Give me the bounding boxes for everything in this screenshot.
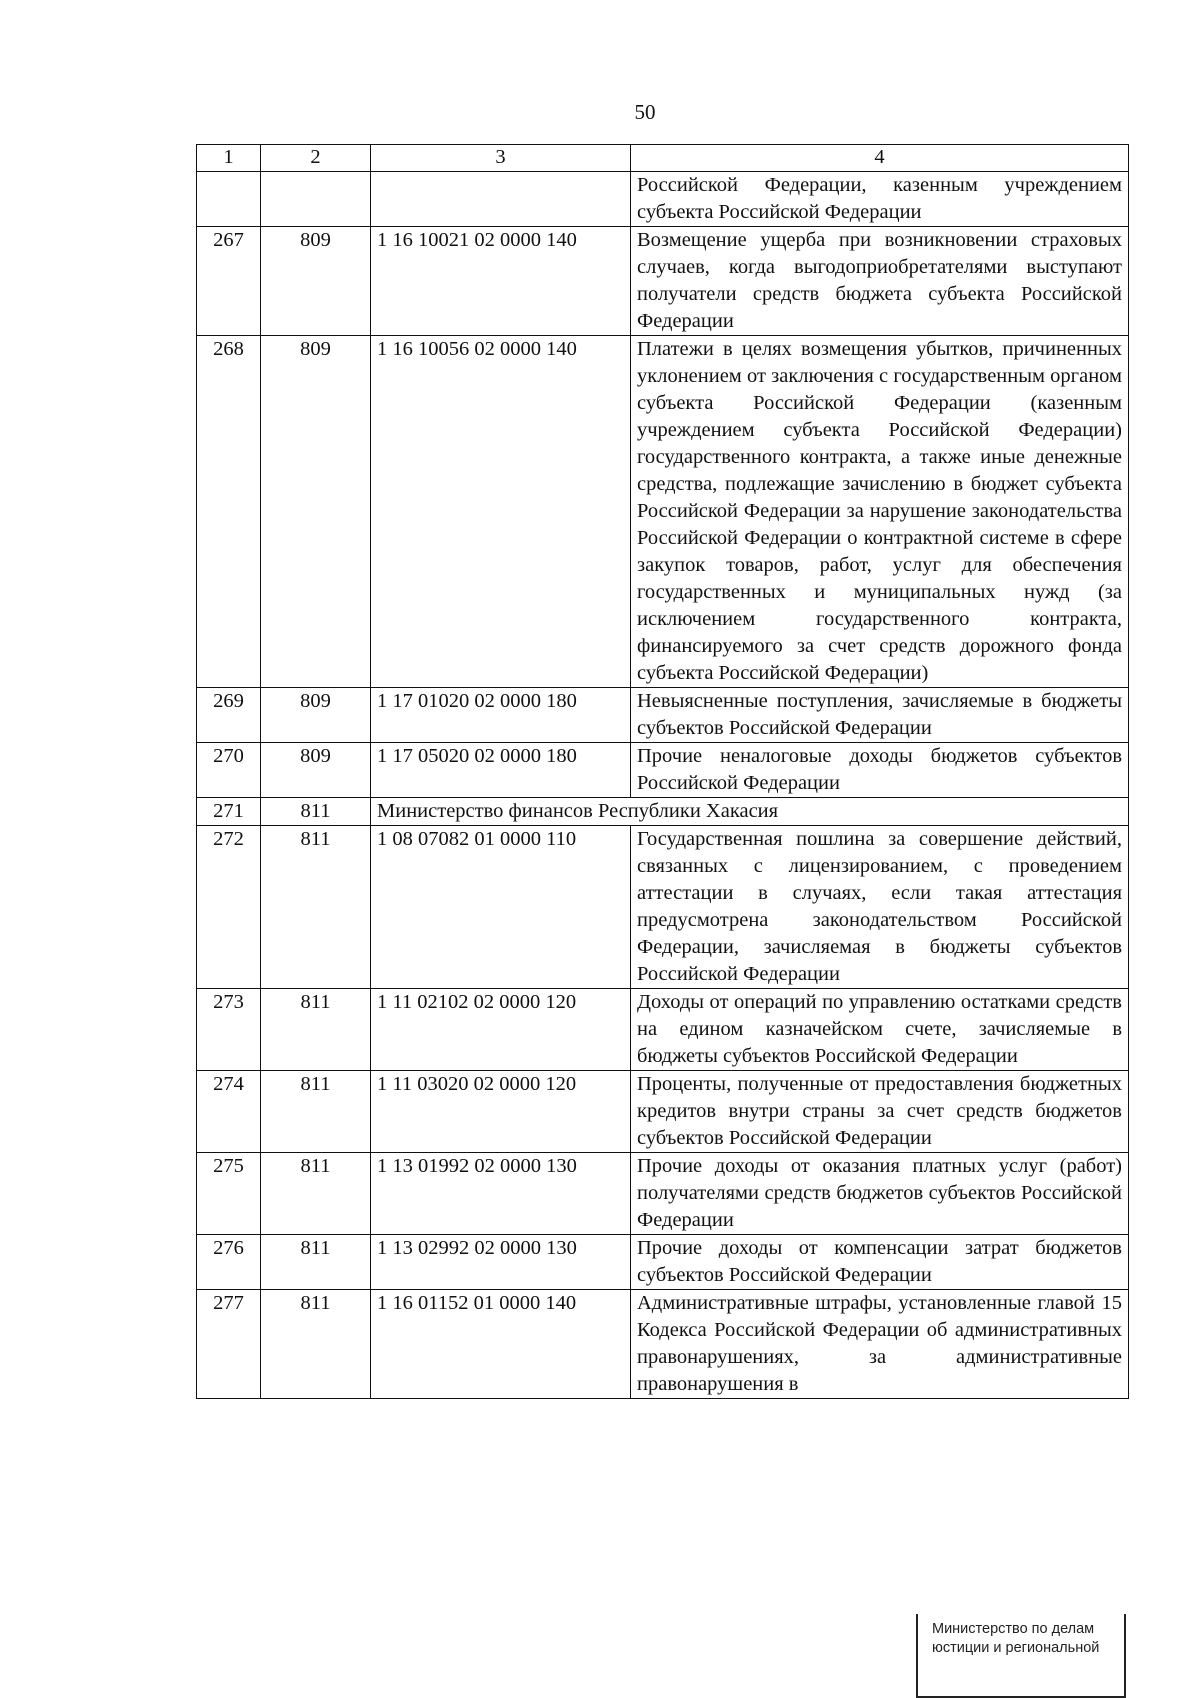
- income-description: Российской Федерации, казенным учреждением субъекта Российской Федерации: [631, 172, 1129, 227]
- row-number: 269: [197, 688, 261, 743]
- admin-code: 811: [261, 1153, 371, 1235]
- income-description: Прочие доходы от компенсации затрат бюджетов субъектов Российской Федерации: [631, 1235, 1129, 1290]
- header-col-1: 1: [197, 145, 261, 172]
- budget-code: 1 11 03020 02 0000 120: [371, 1071, 631, 1153]
- revenue-codes-table: [196, 144, 1129, 1399]
- admin-code: 811: [261, 989, 371, 1071]
- row-number: 268: [197, 336, 261, 688]
- stamp-line-2: юстиции и региональной: [932, 1640, 1100, 1656]
- table-row-section-title: [197, 798, 1129, 826]
- row-number: 273: [197, 989, 261, 1071]
- table-row: [197, 227, 1129, 336]
- admin-code: 809: [261, 336, 371, 688]
- budget-code: 1 13 02992 02 0000 130: [371, 1235, 631, 1290]
- income-description: Прочие доходы от оказания платных услуг (работ) получателями средств бюджетов субъектов Российской Федерации: [631, 1153, 1129, 1235]
- row-number: 276: [197, 1235, 261, 1290]
- income-description: Невыясненные поступления, зачисляемые в бюджеты субъектов Российской Федерации: [631, 688, 1129, 743]
- header-col-2: 2: [261, 145, 371, 172]
- table-row: [197, 1290, 1129, 1399]
- row-number: 271: [197, 798, 261, 826]
- budget-code: 1 16 10021 02 0000 140: [371, 227, 631, 336]
- budget-code: 1 13 01992 02 0000 130: [371, 1153, 631, 1235]
- admin-code: 811: [261, 1235, 371, 1290]
- budget-code: 1 17 05020 02 0000 180: [371, 743, 631, 798]
- row-number: 267: [197, 227, 261, 336]
- budget-code: 1 16 10056 02 0000 140: [371, 336, 631, 688]
- budget-code: 1 11 02102 02 0000 120: [371, 989, 631, 1071]
- table-row: [197, 1235, 1129, 1290]
- table-row: [197, 826, 1129, 989]
- budget-code: [371, 172, 631, 227]
- income-description: Доходы от операций по управлению остатками средств на едином казначейском счете, зачисляемые в бюджеты субъектов Российской Федерации: [631, 989, 1129, 1071]
- table-header-row: [197, 145, 1129, 172]
- admin-code: 811: [261, 798, 371, 826]
- table-row: [197, 336, 1129, 688]
- income-description: Платежи в целях возмещения убытков, причиненных уклонением от заключения с государственным органом субъекта Российской Федерации (казенным учреждением субъекта Российской Федерации) государственного контракта, а также иные денежные средства, подлежащие зачислению в бюджет субъекта Российской Федерации за нарушение законодательства Российской Федерации о контрактной системе в сфере закупок товаров, работ, услуг для обеспечения государственных и муниципальных нужд (за исключением государственного контракта, финансируемого за счет средств дорожного фонда субъекта Российской Федерации): [631, 336, 1129, 688]
- table-row: [197, 1153, 1129, 1235]
- admin-code: [261, 172, 371, 227]
- row-number: 274: [197, 1071, 261, 1153]
- budget-code: 1 08 07082 01 0000 110: [371, 826, 631, 989]
- row-number: 277: [197, 1290, 261, 1399]
- admin-code: 809: [261, 227, 371, 336]
- admin-code: 811: [261, 826, 371, 989]
- row-number: [197, 172, 261, 227]
- table-row: [197, 172, 1129, 227]
- income-description: Проценты, полученные от предоставления бюджетных кредитов внутри страны за счет средств бюджетов субъектов Российской Федерации: [631, 1071, 1129, 1153]
- budget-code: 1 17 01020 02 0000 180: [371, 688, 631, 743]
- admin-code: 811: [261, 1071, 371, 1153]
- income-description: Административные штрафы, установленные главой 15 Кодекса Российской Федерации об административных правонарушениях, за административные правонарушения в: [631, 1290, 1129, 1399]
- registration-stamp: [916, 1614, 1126, 1698]
- income-description: Государственная пошлина за совершение действий, связанных с лицензированием, с проведением аттестации в случаях, если такая аттестация предусмотрена законодательством Российской Федерации, зачисляемая в бюджеты субъектов Российской Федерации: [631, 826, 1129, 989]
- table-row: [197, 688, 1129, 743]
- row-number: 272: [197, 826, 261, 989]
- table-row: [197, 743, 1129, 798]
- header-col-4: 4: [631, 145, 1129, 172]
- admin-code: 809: [261, 743, 371, 798]
- header-col-3: 3: [371, 145, 631, 172]
- admin-code: 809: [261, 688, 371, 743]
- budget-code: 1 16 01152 01 0000 140: [371, 1290, 631, 1399]
- stamp-line-1: Министерство по делам: [932, 1621, 1095, 1637]
- administrator-title: Министерство финансов Республики Хакасия: [371, 798, 1129, 826]
- row-number: 270: [197, 743, 261, 798]
- table-row: [197, 1071, 1129, 1153]
- income-description: Возмещение ущерба при возникновении страховых случаев, когда выгодоприобретателями выступают получатели средств бюджета субъекта Российской Федерации: [631, 227, 1129, 336]
- table-row: [197, 989, 1129, 1071]
- page-number: 50: [634, 100, 656, 124]
- admin-code: 811: [261, 1290, 371, 1399]
- income-description: Прочие неналоговые доходы бюджетов субъектов Российской Федерации: [631, 743, 1129, 798]
- row-number: 275: [197, 1153, 261, 1235]
